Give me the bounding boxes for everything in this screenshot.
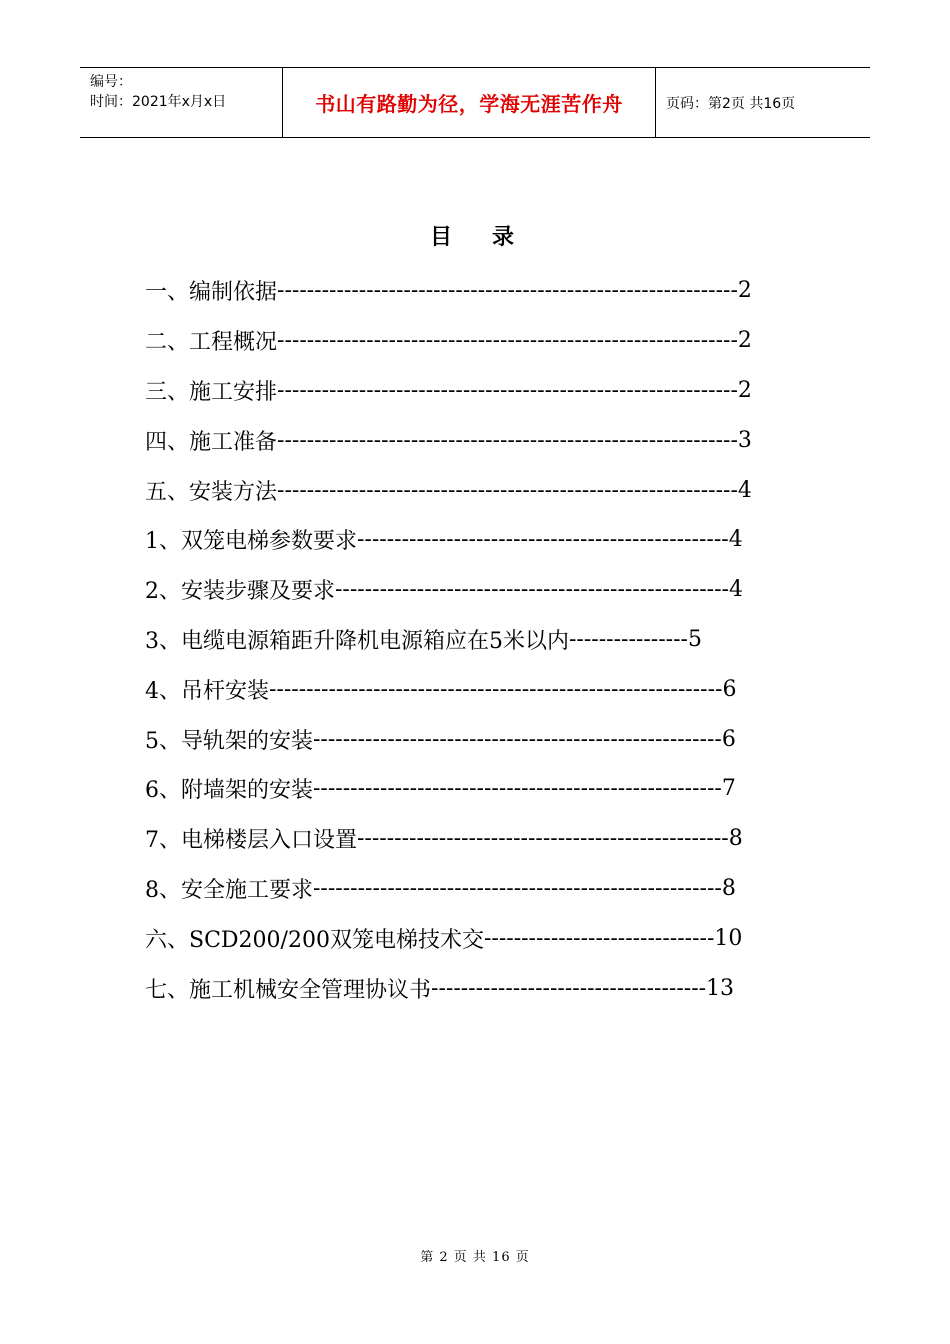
toc-entry-leader: ------------------------------------------------------- bbox=[313, 776, 722, 802]
document-header bbox=[80, 67, 870, 138]
toc-entry-leader: -------------------------------------------------- bbox=[357, 826, 729, 852]
toc-entry[interactable] bbox=[145, 714, 805, 764]
toc-entry[interactable] bbox=[145, 913, 805, 963]
toc-entry-label: 3、电缆电源箱距升降机电源箱应在5米以内 bbox=[145, 628, 569, 654]
toc-entry-leader: ------------------------------------------------------- bbox=[313, 875, 722, 901]
toc-entry-page: 4 bbox=[737, 477, 752, 503]
toc-entry[interactable] bbox=[145, 664, 805, 714]
toc-entry-leader: -------------------------------------------------------------- bbox=[277, 427, 738, 453]
toc-entry-label: 4、吊杆安装 bbox=[145, 678, 269, 704]
toc-entry[interactable] bbox=[145, 415, 805, 465]
toc-entry[interactable] bbox=[145, 615, 805, 665]
toc-entry-leader: -------------------------------------------------------------- bbox=[277, 328, 738, 354]
toc-entry-page: 3 bbox=[737, 427, 752, 453]
toc-entry-page: 8 bbox=[728, 826, 743, 852]
toc-entry-page: 6 bbox=[721, 726, 736, 752]
toc-entry[interactable] bbox=[145, 266, 805, 316]
toc-entry-page: 4 bbox=[728, 577, 743, 603]
toc-title-right: 录 bbox=[492, 225, 515, 250]
toc-entry-page: 4 bbox=[728, 527, 743, 553]
toc-entry-leader: -------------------------------------------------- bbox=[357, 527, 729, 553]
toc-entry-leader: ------------------------------------- bbox=[431, 975, 707, 1001]
toc-entry-leader: ------------------------------------------------------- bbox=[313, 726, 722, 752]
code-label: 编号： bbox=[90, 74, 132, 90]
toc-entry-label: 2、安装步骤及要求 bbox=[145, 579, 335, 605]
page-footer: 第 2 页 共 16 页 bbox=[420, 1250, 530, 1265]
header-motto-cell bbox=[282, 68, 656, 137]
toc-entry[interactable] bbox=[145, 764, 805, 814]
toc-entry-leader: -------------------------------------------------------------- bbox=[277, 278, 738, 304]
toc-entry[interactable] bbox=[145, 366, 805, 416]
toc-entry-page: 13 bbox=[706, 975, 735, 1001]
toc-entry[interactable] bbox=[145, 316, 805, 366]
toc-entry-page: 2 bbox=[737, 377, 752, 403]
toc-entry[interactable] bbox=[145, 515, 805, 565]
time-label: 时间：2021年x月x日 bbox=[90, 94, 227, 110]
toc-entry[interactable] bbox=[145, 864, 805, 914]
toc-entry-label: 1、双笼电梯参数要求 bbox=[145, 529, 357, 555]
page-info-text: 页码：第2页 共16页 bbox=[666, 95, 796, 112]
toc-entry-page: 5 bbox=[687, 626, 702, 652]
toc-entry-leader: ------------------------------------------------------------- bbox=[269, 676, 723, 702]
header-page-info bbox=[656, 68, 870, 137]
header-meta bbox=[80, 68, 282, 137]
toc-entry-leader: ------------------------------- bbox=[483, 925, 715, 951]
toc-entry[interactable] bbox=[145, 465, 805, 515]
motto-text: 书山有路勤为径，学海无涯苦作舟 bbox=[315, 92, 623, 116]
toc-entry-page: 10 bbox=[714, 925, 743, 951]
toc-entry-page: 2 bbox=[737, 328, 752, 354]
toc-entry-label: 8、安全施工要求 bbox=[145, 877, 313, 903]
toc-entry-label: 一、编制依据 bbox=[145, 280, 278, 306]
toc-entry[interactable] bbox=[145, 565, 805, 615]
toc-entry-label: 7、电梯楼层入口设置 bbox=[145, 828, 357, 854]
toc-entry-label: 6、附墙架的安装 bbox=[145, 778, 313, 804]
toc-entry-label: 三、施工安排 bbox=[145, 379, 278, 405]
toc-entry-label: 5、导轨架的安装 bbox=[145, 728, 313, 754]
toc-entry-page: 6 bbox=[722, 676, 737, 702]
toc-title-left: 目 bbox=[430, 225, 453, 250]
toc-entry-page: 7 bbox=[721, 776, 736, 802]
toc-entry[interactable] bbox=[145, 963, 805, 1013]
toc-entry-label: 四、施工准备 bbox=[145, 429, 278, 455]
toc-entry-page: 8 bbox=[721, 875, 736, 901]
toc-entry[interactable] bbox=[145, 814, 805, 864]
toc-entry-label: 七、施工机械安全管理协议书 bbox=[145, 977, 432, 1003]
toc-list bbox=[145, 266, 805, 1013]
toc-entry-leader: -------------------------------------------------------------- bbox=[277, 377, 738, 403]
toc-entry-leader: -------------------------------------------------------------- bbox=[277, 477, 738, 503]
toc-entry-label: 五、安装方法 bbox=[145, 479, 278, 505]
toc-entry-leader: ----------------------------------------------------- bbox=[335, 577, 729, 603]
toc-title bbox=[430, 220, 514, 251]
toc-entry-label: 二、工程概况 bbox=[145, 330, 278, 356]
toc-entry-leader: ---------------- bbox=[569, 626, 688, 652]
toc-entry-label: 六、SCD200/200双笼电梯技术交 bbox=[145, 927, 484, 953]
toc-entry-page: 2 bbox=[737, 278, 752, 304]
